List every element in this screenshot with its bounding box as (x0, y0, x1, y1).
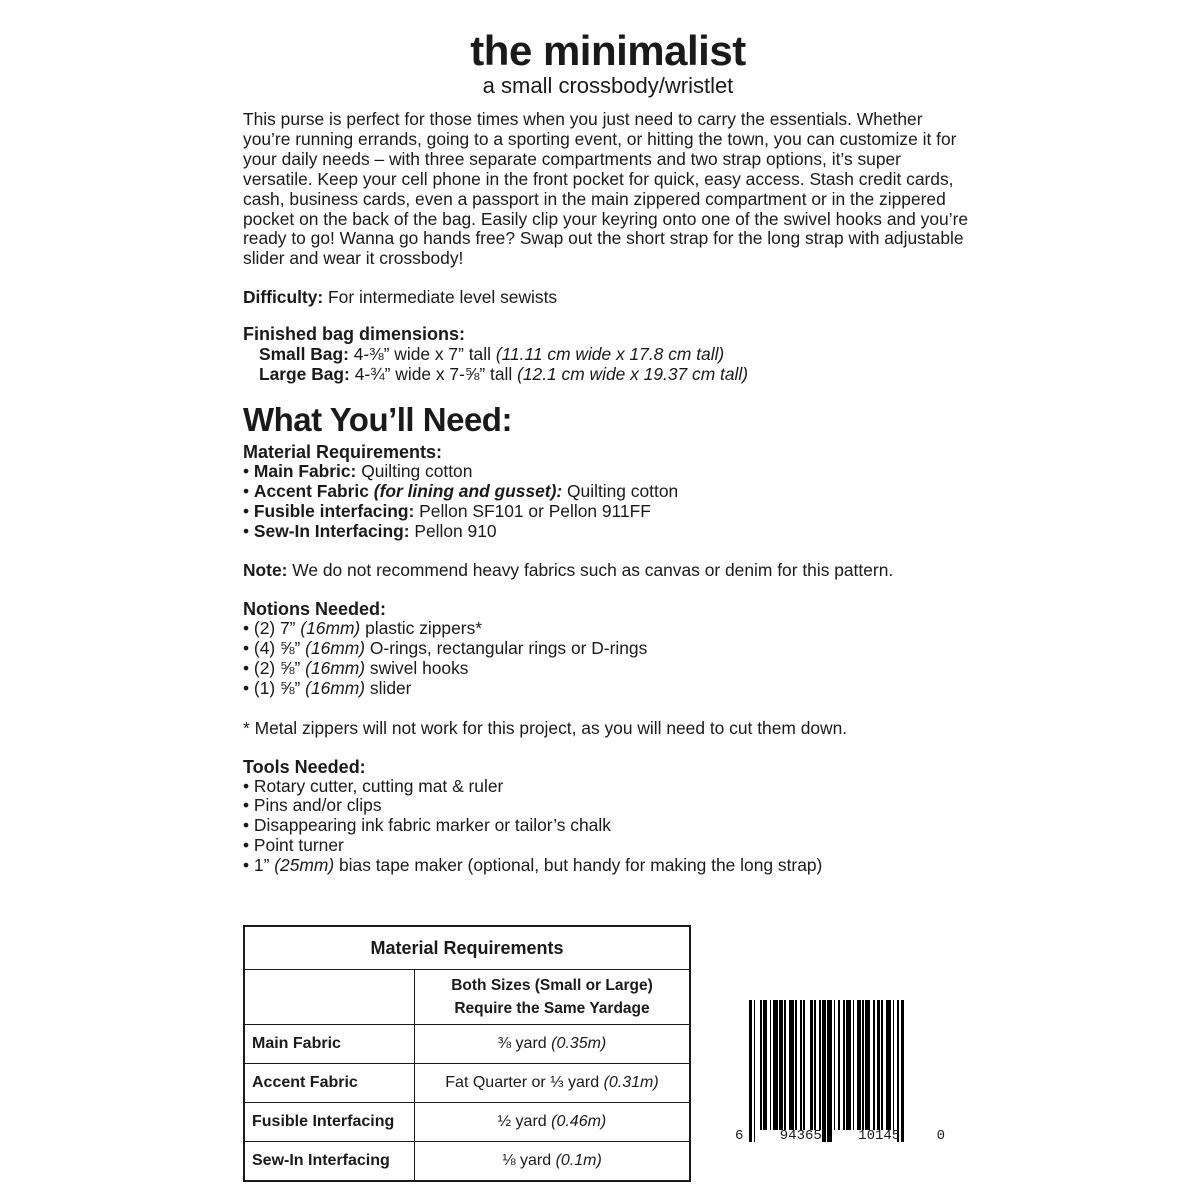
material-value: Quilting cotton (567, 481, 679, 502)
column-header-line-1: Both Sizes (Small or Large) (451, 977, 653, 994)
small-bag-label: Small Bag: (259, 344, 349, 365)
small-bag-line (243, 344, 973, 364)
material-item: • Fusible interfacing: Pellon SF101 or Pellon 911FF (243, 500, 651, 521)
note-label: Note: (243, 560, 288, 581)
barcode-digit-group: 10145 (858, 1128, 901, 1144)
tool-item-text: 1” (253, 854, 270, 875)
barcode-digit-group: 0 (936, 1128, 945, 1144)
large-bag-value: 4-¾” wide x 7-⅝” tall (354, 364, 513, 385)
material-label: Accent Fabric (253, 481, 369, 502)
table-title: Material Requirements (244, 926, 690, 970)
tool-item-text: Pins and/or clips (253, 795, 382, 816)
material-item: • Main Fabric: Quilting cotton (243, 461, 473, 482)
material-note: (for lining and gusset): (373, 481, 563, 502)
notion-item-desc: plastic zippers* (365, 618, 483, 639)
notion-item-desc: slider (369, 677, 412, 698)
tool-item: • Disappearing ink fabric marker or tailor’s chalk (243, 815, 611, 836)
note-line (243, 560, 973, 580)
yardage-metric: (0.31m) (603, 1074, 659, 1091)
barcode-bars (749, 1000, 945, 1130)
barcode-digit-group: 6 (735, 1128, 744, 1144)
table-row-label: Sew-In Interfacing (244, 1142, 415, 1182)
table-row (244, 1064, 690, 1103)
tool-item-text: Disappearing ink fabric marker or tailor’s chalk (253, 815, 611, 836)
material-item: • Accent Fabric (for lining and gusset): Quilting cotton (243, 481, 679, 502)
tool-item: • Rotary cutter, cutting mat & ruler (243, 775, 504, 796)
notion-item-metric: (16mm) (305, 677, 366, 698)
table-row-value (415, 1103, 691, 1142)
table-column-header (415, 970, 691, 1025)
notion-item: • (4) ⅝” (16mm) O-rings, rectangular rings or D-rings (243, 638, 648, 659)
column-header-line-2: Require the Same Yardage (454, 1000, 650, 1017)
dimensions-heading: Finished bag dimensions: (243, 324, 466, 345)
intro-paragraph: This purse is perfect for those times when you just need to carry the essentials. Whether you’re running errands, going to a sporting event, or hitting the town, you can customize it for your daily needs – with three separate compartments and two strap options, it’s super versatile. Keep your cell phone in the front pocket for quick, easy access. Stash credit cards, cash, business cards, even a passport in the main zippered compartment or in the zippered pocket on the back of the bag. Easily clip your keyring onto one of the swivel hooks and you’re ready to go! Wanna go hands free? Swap out the short strap for the long strap with adjustable slider and wear it crossbody! (243, 109, 969, 269)
yardage-value: ⅛ yard (502, 1152, 552, 1169)
notion-item-text: (2) ⅝” (253, 658, 301, 679)
notion-item-metric: (16mm) (305, 638, 366, 659)
table-row-label: Fusible Interfacing (244, 1103, 415, 1142)
material-value: Pellon SF101 or Pellon 911FF (419, 500, 651, 521)
notion-item-desc: O-rings, rectangular rings or D-rings (369, 638, 648, 659)
material-requirements-table (243, 925, 691, 1182)
notion-item-text: (1) ⅝” (253, 677, 301, 698)
what-you-need-heading: What You’ll Need: (243, 401, 512, 439)
small-bag-value: 4-⅜” wide x 7” tall (353, 344, 491, 365)
materials-heading: Material Requirements: (243, 442, 443, 463)
table-row-label: Accent Fabric (244, 1064, 415, 1103)
tools-list (243, 777, 973, 876)
large-bag-metric: (12.1 cm wide x 19.37 cm tall) (517, 364, 749, 385)
yardage-metric: (0.35m) (551, 1035, 607, 1052)
material-value: Pellon 910 (414, 520, 497, 541)
table-corner-cell (244, 970, 415, 1025)
notion-item-metric: (16mm) (300, 618, 361, 639)
materials-list (243, 462, 973, 541)
notion-item: • (2) ⅝” (16mm) swivel hooks (243, 658, 469, 679)
material-label: Sew-In Interfacing: (253, 520, 410, 541)
table-row-value (415, 1025, 691, 1064)
note-value: We do not recommend heavy fabrics such as canvas or denim for this pattern. (292, 560, 894, 581)
tool-item-desc: bias tape maker (optional, but handy for making the long strap) (338, 854, 823, 875)
table-row-value (415, 1064, 691, 1103)
barcode (735, 1000, 945, 1144)
zipper-footnote: * Metal zippers will not work for this project, as you will need to cut them down. (243, 717, 848, 738)
difficulty-line (243, 287, 973, 307)
tool-item: • Point turner (243, 835, 344, 856)
material-label: Main Fabric: (253, 461, 357, 482)
pattern-back-cover (243, 28, 973, 876)
notion-item-desc: swivel hooks (369, 658, 469, 679)
notions-heading: Notions Needed: (243, 599, 387, 620)
yardage-value: ½ yard (497, 1113, 547, 1130)
notion-item-metric: (16mm) (305, 658, 366, 679)
difficulty-label: Difficulty: (243, 287, 324, 308)
table-row-value (415, 1142, 691, 1182)
yardage-metric: (0.1m) (555, 1152, 602, 1169)
dimensions-block (243, 324, 973, 384)
tool-item-metric: (25mm) (274, 854, 335, 875)
table-row (244, 1142, 690, 1182)
yardage-metric: (0.46m) (551, 1113, 607, 1130)
material-value: Quilting cotton (361, 461, 473, 482)
material-item: • Sew-In Interfacing: Pellon 910 (243, 520, 497, 541)
table-row (244, 1025, 690, 1064)
material-label: Fusible interfacing: (253, 500, 415, 521)
barcode-bar (901, 1000, 904, 1142)
notion-item: • (1) ⅝” (16mm) slider (243, 677, 412, 698)
tool-item: • Pins and/or clips (243, 795, 382, 816)
difficulty-value: For intermediate level sewists (328, 287, 558, 308)
tool-item-text: Point turner (253, 835, 344, 856)
table-row (244, 1103, 690, 1142)
tool-item-text: Rotary cutter, cutting mat & ruler (253, 775, 504, 796)
page-subtitle: a small crossbody/wristlet (482, 73, 734, 98)
large-bag-line (243, 364, 973, 384)
table-row-label: Main Fabric (244, 1025, 415, 1064)
barcode-digits (735, 1128, 945, 1144)
notions-list (243, 619, 973, 698)
notion-item-text: (2) 7” (253, 618, 296, 639)
page-title: the minimalist (470, 27, 746, 74)
small-bag-metric: (11.11 cm wide x 17.8 cm tall) (495, 344, 725, 365)
large-bag-label: Large Bag: (259, 364, 350, 385)
tool-item: • 1” (25mm) bias tape maker (optional, but handy for making the long strap) (243, 854, 823, 875)
tools-heading: Tools Needed: (243, 756, 366, 777)
yardage-value: ⅜ yard (497, 1035, 547, 1052)
barcode-digit-group: 94365 (779, 1128, 822, 1144)
notion-item-text: (4) ⅝” (253, 638, 301, 659)
notion-item: • (2) 7” (16mm) plastic zippers* (243, 618, 483, 639)
yardage-value: Fat Quarter or ⅓ yard (445, 1074, 600, 1091)
